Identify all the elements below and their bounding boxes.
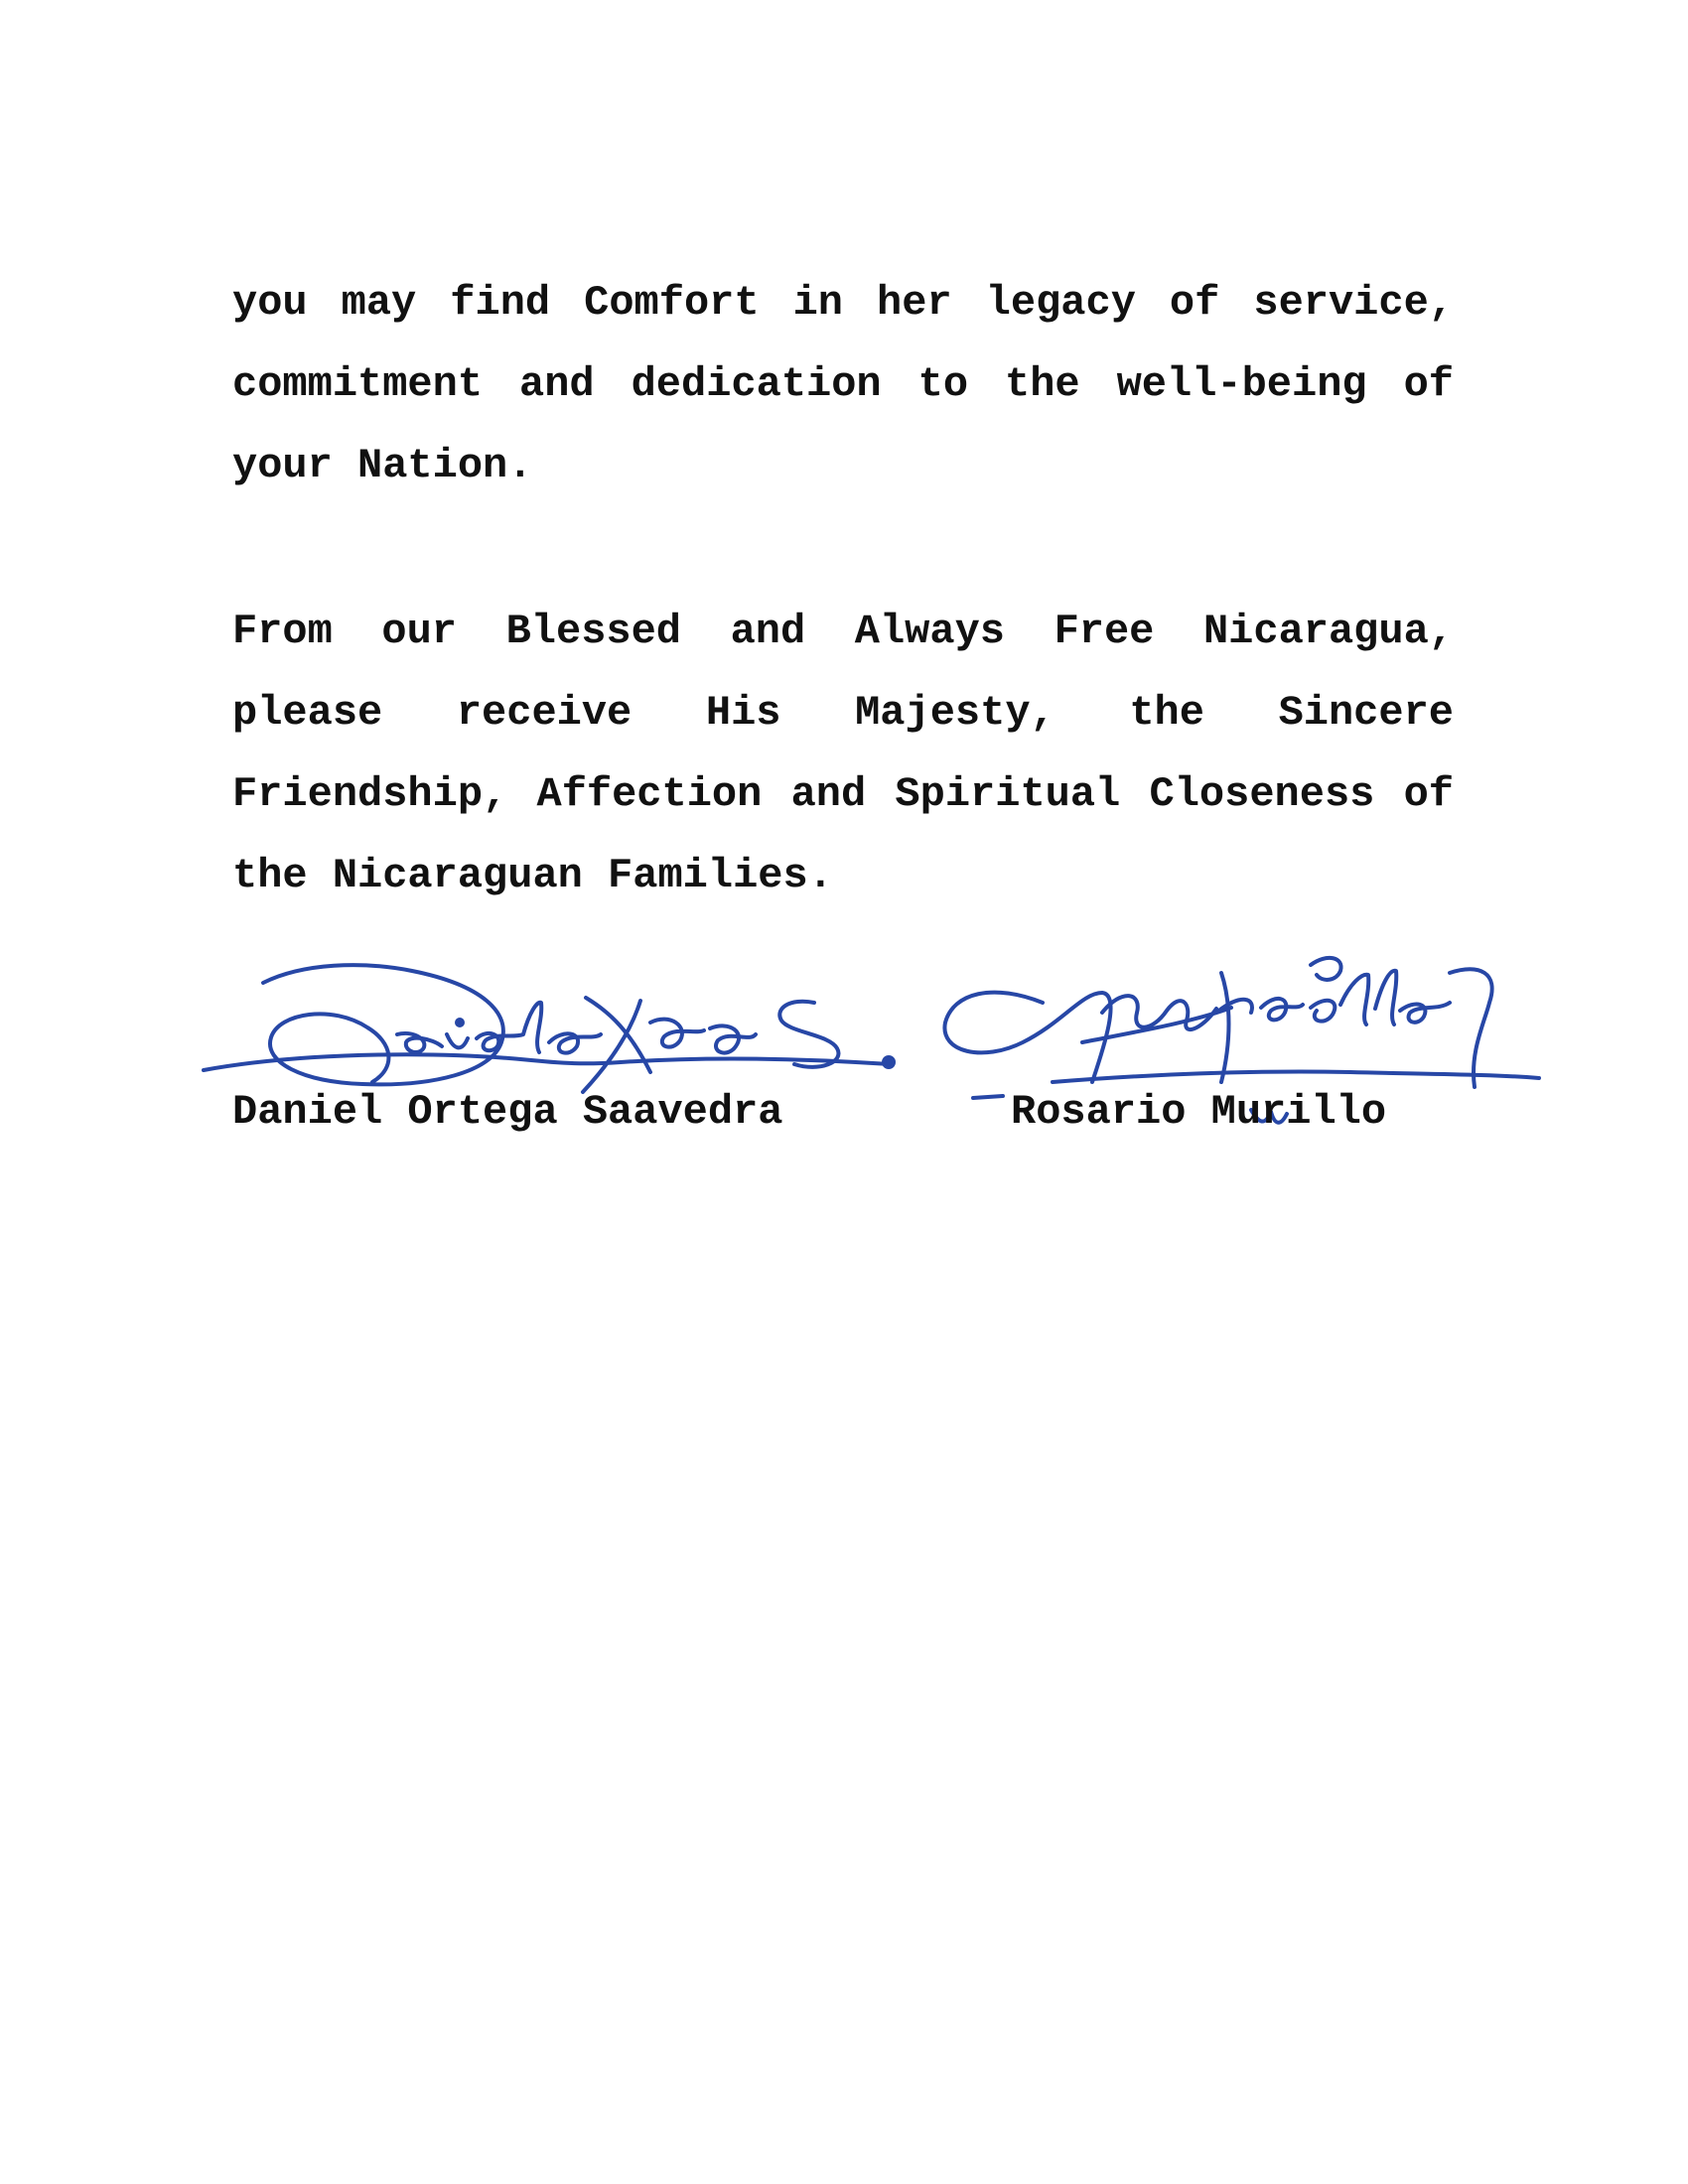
letter-paragraph-2 bbox=[232, 591, 1454, 916]
paragraph-2-line-4: the Nicaraguan Families. bbox=[232, 852, 833, 899]
signature-block bbox=[232, 1082, 1454, 1142]
paragraph-1-line-2: commitment and dedication to the well-being of bbox=[232, 360, 1454, 408]
letter-paragraph-1 bbox=[232, 262, 1454, 506]
paragraph-1-line-3: your Nation. bbox=[232, 442, 533, 489]
signatory-name-left: Daniel Ortega Saavedra bbox=[232, 1088, 783, 1136]
paragraph-1-line-1: you may find Comfort in her legacy of service, bbox=[232, 279, 1454, 327]
paragraph-2-line-3: Friendship, Affection and Spiritual Closeness of bbox=[232, 770, 1454, 818]
signatory-name-right: Rosario Murillo bbox=[1011, 1088, 1387, 1136]
paragraph-2-line-1: From our Blessed and Always Free Nicaragua, bbox=[232, 608, 1454, 655]
paragraph-2-line-2: please receive His Majesty, the Sincere bbox=[232, 689, 1454, 737]
